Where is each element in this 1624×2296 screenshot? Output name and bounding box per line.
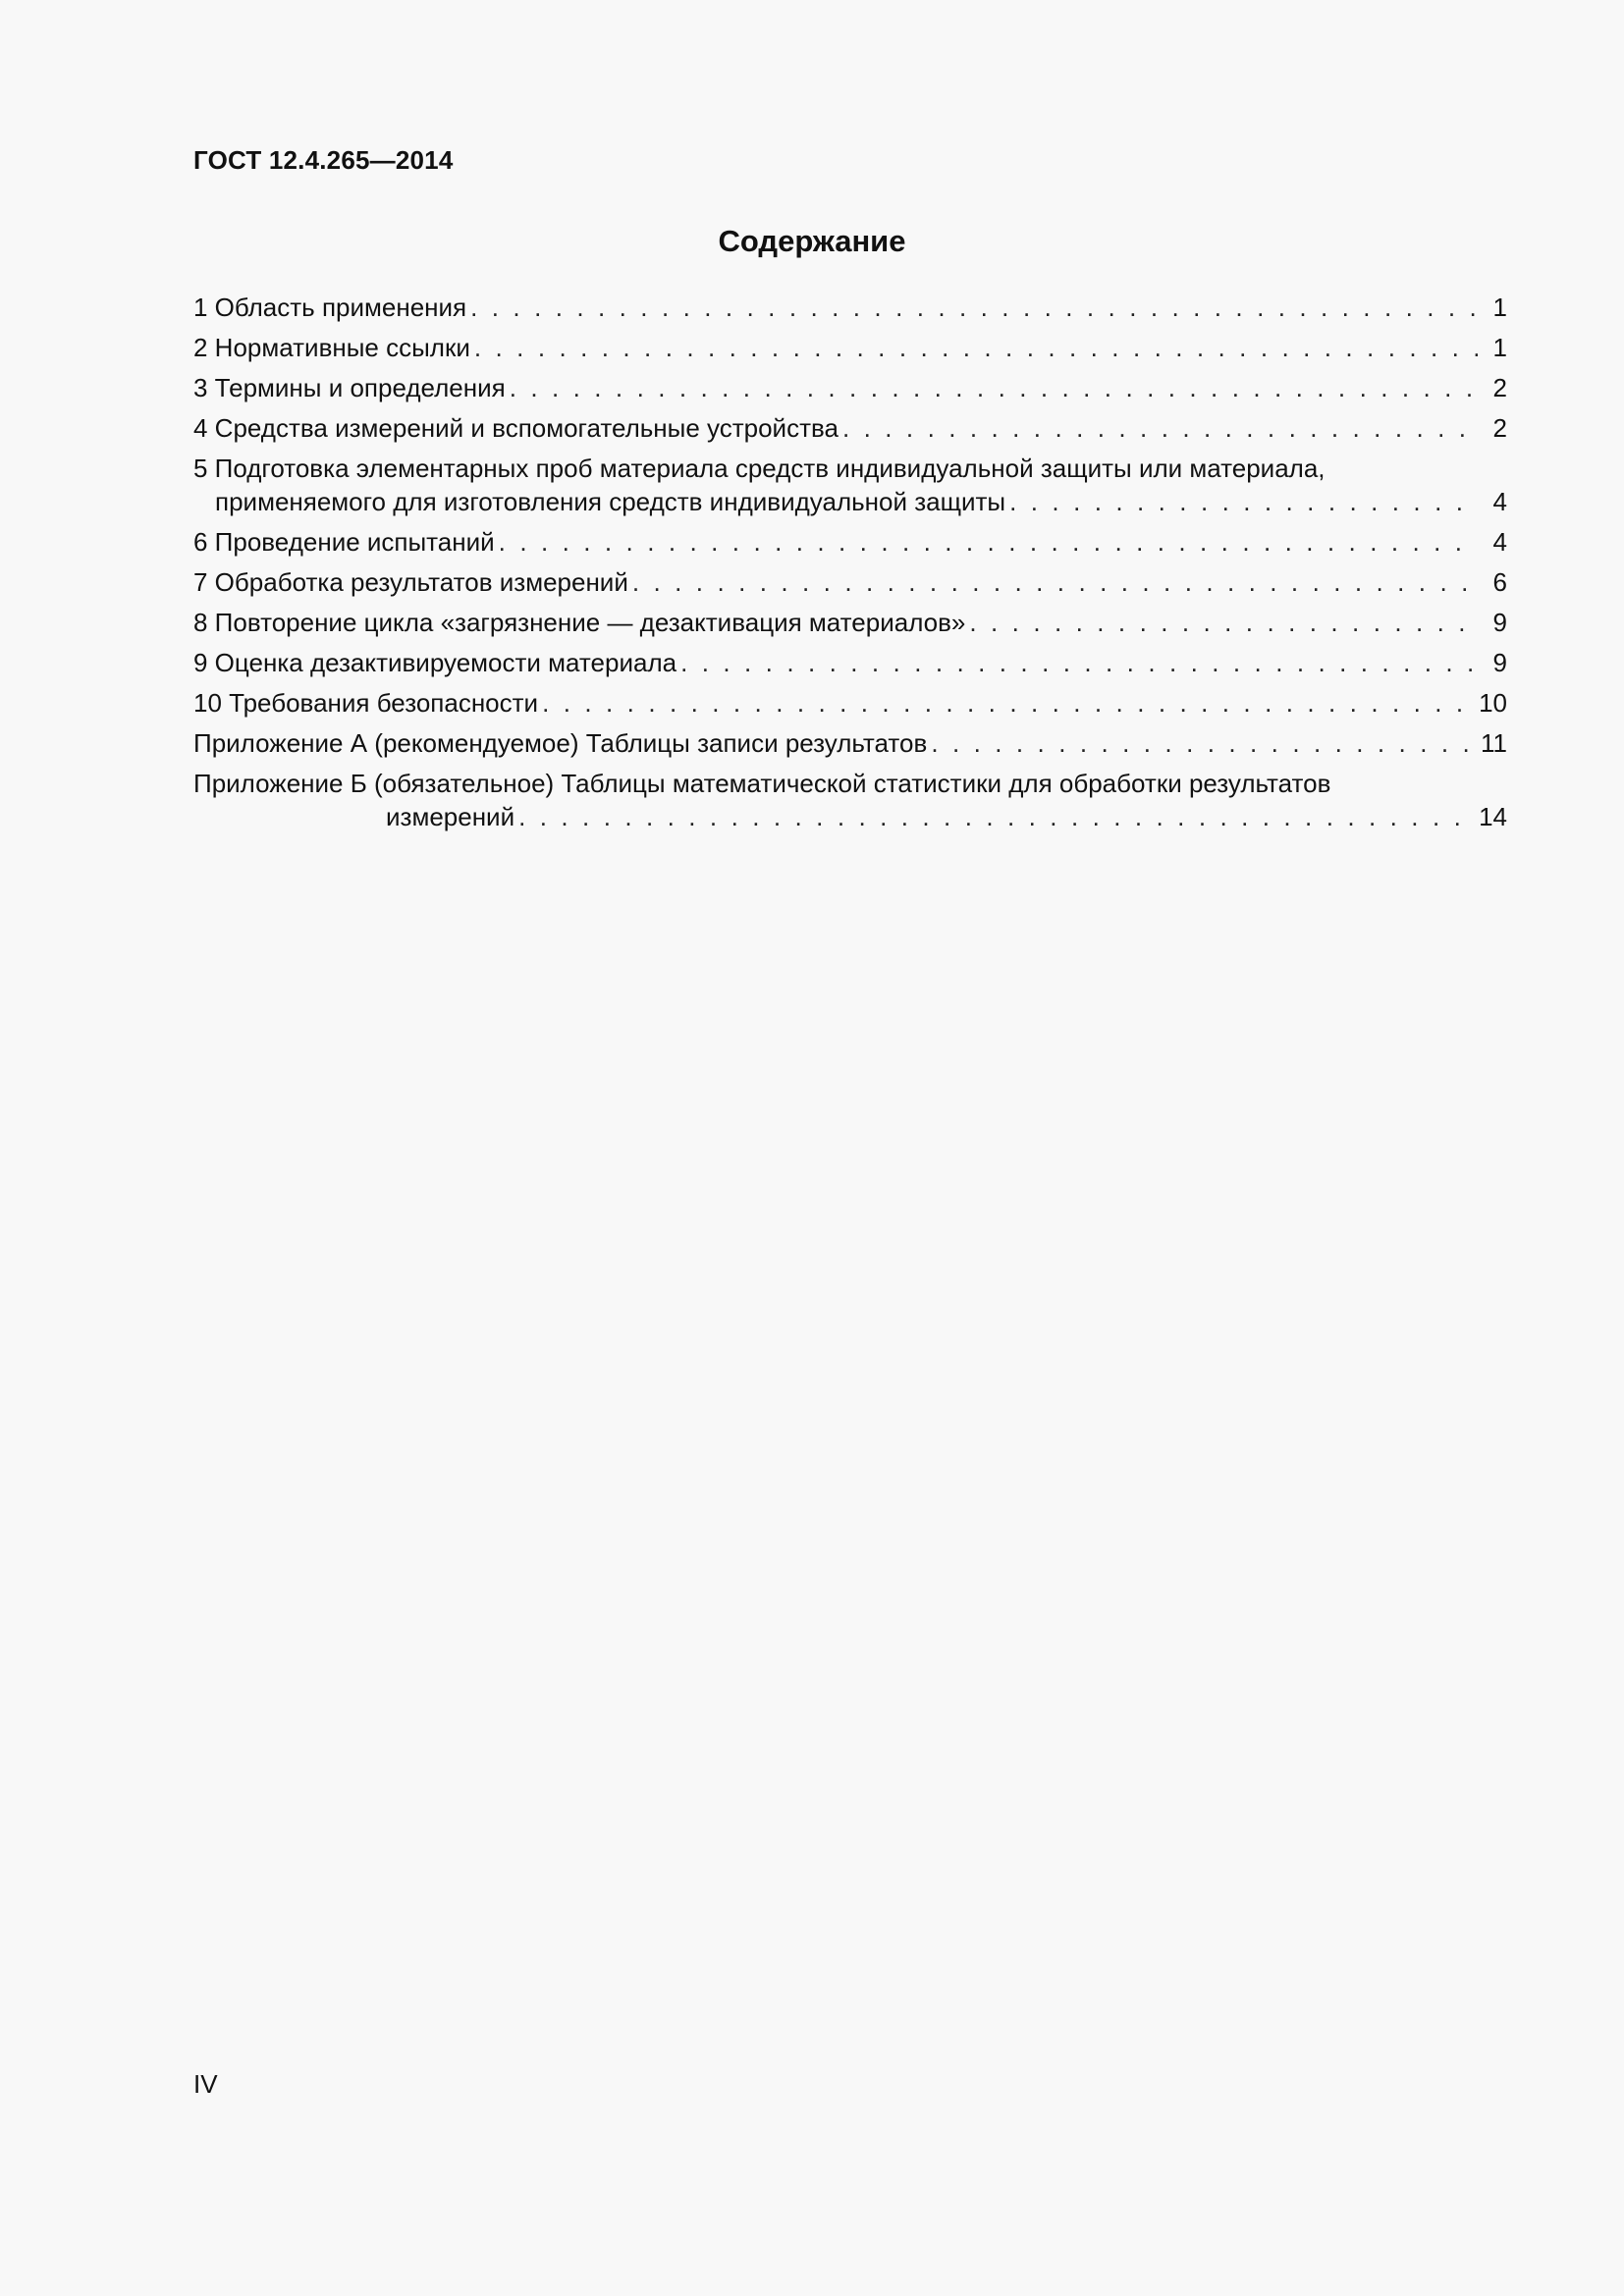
dot-leader [680, 646, 1478, 679]
toc-entry-page: 4 [1492, 487, 1507, 516]
toc-entry-9[interactable] [193, 646, 1507, 679]
toc-entry-8[interactable] [193, 606, 1507, 639]
dot-leader [1009, 485, 1478, 518]
toc-entry-7[interactable] [193, 565, 1507, 599]
toc-entry-appendix-a[interactable] [193, 726, 1507, 760]
toc-entry-page: 9 [1492, 608, 1507, 637]
toc-entry-page: 2 [1492, 373, 1507, 402]
dot-leader [474, 331, 1478, 364]
toc-entry-text: 10 Требования безопасности [193, 688, 539, 718]
toc-entry-page: 14 [1479, 802, 1507, 831]
toc-entry-5[interactable] [193, 452, 1507, 518]
document-header: ГОСТ 12.4.265—2014 [193, 145, 454, 175]
toc-entry-page: 10 [1479, 688, 1507, 718]
toc-entry-text: 8 Повторение цикла «загрязнение — дезактивация материалов» [193, 608, 966, 637]
toc-entry-1[interactable] [193, 291, 1507, 324]
dot-leader [542, 686, 1473, 720]
toc-entry-page: 2 [1492, 413, 1507, 443]
toc-entry-page: 1 [1492, 293, 1507, 322]
page-number: IV [193, 2069, 218, 2099]
toc-entry-text: 1 Область применения [193, 293, 467, 322]
dot-leader [510, 371, 1478, 404]
toc-entry-text-continued: применяемого для изготовления средств индивидуальной защиты [215, 487, 1006, 516]
dot-leader [632, 565, 1478, 599]
toc-entry-text: 9 Оценка дезактивируемости материала [193, 648, 677, 677]
dot-leader [470, 291, 1478, 324]
toc-entry-text: 3 Термины и определения [193, 373, 506, 402]
toc-entry-text-continued: измерений [386, 802, 515, 831]
dot-leader [518, 800, 1473, 833]
dot-leader [842, 411, 1478, 445]
toc-entry-page: 9 [1492, 648, 1507, 677]
toc-entry-text: 6 Проведение испытаний [193, 527, 495, 557]
toc-entry-page: 1 [1492, 333, 1507, 362]
dot-leader [969, 606, 1478, 639]
toc-entry-4[interactable] [193, 411, 1507, 445]
toc-title: Содержание [718, 224, 906, 258]
toc-entry-text: 4 Средства измерений и вспомогательные устройства [193, 413, 839, 443]
toc-entry-page: 4 [1492, 527, 1507, 557]
toc-entry-6[interactable] [193, 525, 1507, 559]
toc-entry-text: Приложение А (рекомендуемое) Таблицы записи результатов [193, 728, 928, 758]
toc-entry-text: 5 Подготовка элементарных проб материала средств индивидуальной защиты или материала, [193, 454, 1326, 483]
toc-entry-page: 6 [1492, 567, 1507, 597]
toc-entry-2[interactable] [193, 331, 1507, 364]
toc-entry-3[interactable] [193, 371, 1507, 404]
toc-entry-text: Приложение Б (обязательное) Таблицы математической статистики для обработки результатов [193, 769, 1331, 798]
table-of-contents [193, 291, 1507, 840]
toc-entry-text: 7 Обработка результатов измерений [193, 567, 628, 597]
dot-leader [499, 525, 1478, 559]
toc-entry-page: 11 [1481, 728, 1507, 758]
toc-entry-appendix-b[interactable] [193, 767, 1507, 833]
toc-entry-10[interactable] [193, 686, 1507, 720]
dot-leader [931, 726, 1475, 760]
toc-entry-text: 2 Нормативные ссылки [193, 333, 470, 362]
